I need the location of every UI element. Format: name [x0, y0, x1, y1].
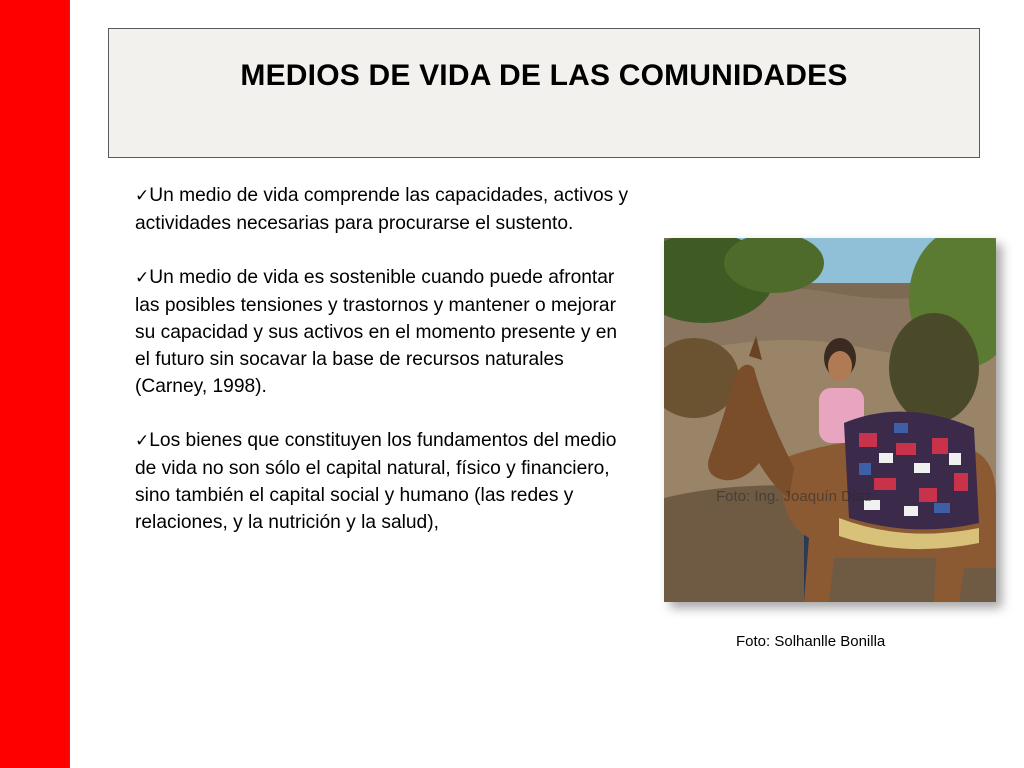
bullet-item	[135, 182, 635, 237]
red-side-bar	[0, 0, 70, 768]
bullet-text: Un medio de vida es sostenible cuando puede afrontar las posibles tensiones y trastornos y mantener o mejorar su capacidad y sus activos en el momento presente y en el futuro sin socavar la base de recursos naturales (Carney, 1998).	[135, 267, 618, 397]
bullet-list	[135, 182, 635, 536]
slide-title: MEDIOS DE VIDA DE LAS COMUNIDADES	[240, 59, 848, 92]
bullet-item	[135, 264, 635, 400]
photo-illustration	[664, 238, 996, 602]
bullet-item	[135, 427, 635, 536]
bullet-text: Los bienes que constituyen los fundamentos del medio de vida no son sólo el capital natural, físico y financiero, sino también el capital social y humano (las redes y relaciones, y la nutrición y la salud),	[135, 430, 617, 533]
photo-watermark: Foto: Ing. Joaquín Díaz	[716, 488, 872, 505]
title-box	[108, 28, 980, 158]
photo-credit: Foto: Solhanlle Bonilla	[736, 633, 886, 650]
photo	[664, 238, 996, 602]
bullet-text: Un medio de vida comprende las capacidades, activos y actividades necesarias para procurarse el sustento.	[135, 185, 629, 234]
check-icon: ✓	[135, 186, 150, 206]
check-icon: ✓	[135, 431, 150, 451]
check-icon: ✓	[135, 268, 150, 288]
